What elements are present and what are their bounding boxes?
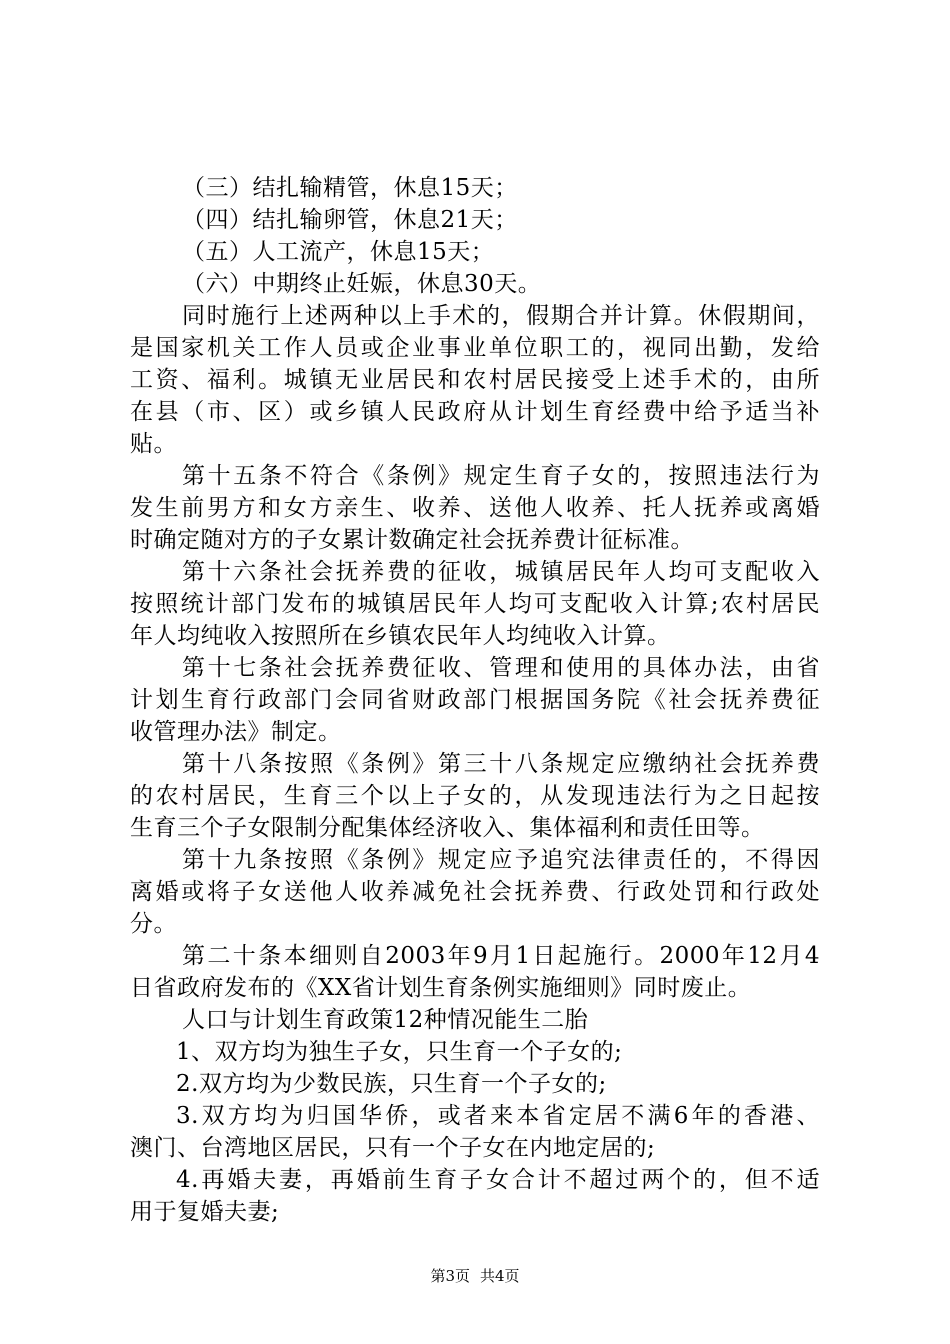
paragraph-line: 同时施行上述两种以上手术的，假期合并计算。休假期间， (182, 303, 820, 329)
article-19-line: 分。 (130, 911, 177, 937)
policy-item-2: 2.双方均为少数民族，只生育一个子女的; (176, 1071, 607, 1097)
paragraph-line: 工资、福利。城镇无业居民和农村居民接受上述手术的，由所 (130, 367, 820, 393)
article-19-line: 离婚或将子女送他人收养减免社会抚养费、行政处罚和行政处 (130, 879, 820, 905)
paragraph-line: 在县（市、区）或乡镇人民政府从计划生育经费中给予适当补 (130, 399, 820, 425)
document-body (130, 172, 820, 1228)
article-17-line: 计划生育行政部门会同省财政部门根据国务院《社会抚养费征 (130, 687, 820, 713)
paragraph-line: 贴。 (130, 431, 177, 457)
article-18-line: 的农村居民，生育三个以上子女的，从发现违法行为之日起按 (130, 783, 820, 809)
list-item-6: （六）中期终止妊娠，休息30天。 (182, 271, 542, 297)
article-20-line: 第二十条本细则自2003年9月1日起施行。2000年12月4 (182, 943, 820, 969)
policy-item-1: 1、双方均为独生子女，只生育一个子女的; (176, 1039, 623, 1065)
policy-item-3: 3.双方均为归国华侨，或者来本省定居不满6年的香港、 (176, 1103, 820, 1129)
article-15-line: 发生前男方和女方亲生、收养、送他人收养、托人抚养或离婚 (130, 495, 820, 521)
page-number: 第3页 (430, 1267, 470, 1285)
article-16-line: 按照统计部门发布的城镇居民年人均可支配收入计算;农村居民 (130, 591, 820, 617)
list-item-3: （三）结扎输精管，休息15天； (182, 175, 518, 201)
article-15-line: 第十五条不符合《条例》规定生育子女的，按照违法行为 (182, 463, 820, 489)
page-total: 共4页 (480, 1267, 520, 1285)
article-16-line: 年人均纯收入按照所在乡镇农民年人均纯收入计算。 (130, 623, 671, 649)
article-20-line: 日省政府发布的《XX省计划生育条例实施细则》同时废止。 (130, 975, 752, 1001)
section-heading: 人口与计划生育政策12种情况能生二胎 (182, 1007, 589, 1033)
policy-item-4-cont: 用于复婚夫妻; (130, 1199, 280, 1225)
article-17-line: 第十七条社会抚养费征收、管理和使用的具体办法，由省 (182, 655, 820, 681)
list-item-5: （五）人工流产，休息15天； (182, 239, 495, 265)
page-footer (0, 1266, 950, 1286)
policy-item-4: 4.再婚夫妻，再婚前生育子女合计不超过两个的，但不适 (176, 1167, 820, 1193)
article-18-line: 生育三个子女限制分配集体经济收入、集体福利和责任田等。 (130, 815, 765, 841)
paragraph-line: 是国家机关工作人员或企业事业单位职工的，视同出勤，发给 (130, 335, 820, 361)
list-item-4: （四）结扎输卵管，休息21天； (182, 207, 518, 233)
article-15-line: 时确定随对方的子女累计数确定社会抚养费计征标准。 (130, 527, 694, 553)
article-19-line: 第十九条按照《条例》规定应予追究法律责任的，不得因 (182, 847, 820, 873)
article-18-line: 第十八条按照《条例》第三十八条规定应缴纳社会抚养费 (182, 751, 820, 777)
article-16-line: 第十六条社会抚养费的征收，城镇居民年人均可支配收入 (182, 559, 820, 585)
policy-item-3-cont: 澳门、台湾地区居民，只有一个子女在内地定居的; (130, 1135, 656, 1161)
article-17-line: 收管理办法》制定。 (130, 719, 342, 745)
